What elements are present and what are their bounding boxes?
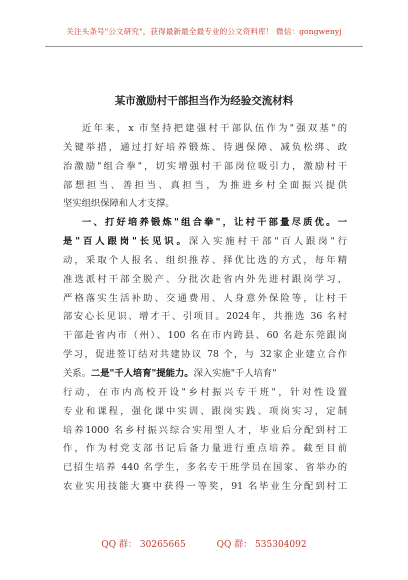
body-line: 坚实组织保障和人才支撑。 (63, 198, 175, 210)
body-text-run: 关系。 (63, 367, 91, 379)
subheading: 二是"千人培育"提能力。 (90, 367, 194, 379)
footer-qq-group-2: QQ 群： 535304092 (216, 540, 307, 550)
subheading: 是"百人跟岗"长见识。 (63, 236, 189, 248)
header-banner: 关注头条号"公文研究"，获得最新最全最专业的公文资料库！ 微信：gongwenyj (66, 27, 342, 36)
header-divider (45, 46, 363, 47)
body-text-run: 深入实施"千人培育" (193, 367, 277, 379)
body-line: 专业和课程，强化课中实训、跟岗实践、项岗实习，定制 (63, 405, 347, 417)
body-line: 行动，在市内高校开设"乡村振兴专干班"，针对性设置 (63, 386, 347, 398)
body-line: 近年来，x 市坚持把建强村干部队伍作为"强双基"的 (82, 123, 347, 134)
body-line (63, 233, 347, 252)
body-line: 治激励"组合拳"，切实增强村干部岗位吸引力，激励村干 (63, 160, 347, 172)
body-text-run: 深入实施村干部"百人跟岗"行 (188, 236, 347, 248)
body-line: 严格落实生活补助、交通费用、人身意外保险等，让村干 (63, 292, 347, 304)
body-line: 已招生培养 440 名学生，多名专干班学员在国家、省举办的 (63, 462, 347, 474)
document-title: 某市激励村干部担当作为经验交流材料 (114, 95, 294, 107)
body-line: 干部赴省内市（州）、100 名在市内跨县、60 名赴东莞跟岗 (63, 330, 347, 342)
body-line: 培养1000 名乡村振兴综合实用型人才，毕业后分配到村工 (63, 424, 347, 436)
body-line: 学习，促进签订结对共建协议 78 个，与 32家企业建立合作 (63, 349, 347, 361)
body-line: 关键举措，通过打好培养锻炼、待遇保障、减负松绑、政 (63, 141, 347, 153)
section-heading: 一、打好培养锻炼"组合拳"，让村干部量尽质优。一 (82, 217, 347, 229)
footer (0, 537, 408, 550)
body-line: 作，作为村党支部书记后备力量进行重点培养。截至目前 (63, 443, 347, 455)
footer-qq-group-1: QQ 群： 30265665 (101, 540, 186, 550)
body-line: 动，采取个人报名、组织推荐、择优比选的方式，每年精 (63, 254, 347, 266)
body-line (63, 365, 347, 384)
body-line: 部安心长见识、增才干、引项目。2024年，共推选 36 名村 (63, 311, 347, 323)
body-line: 部想担当、善担当、真担当，为推进乡村全面振兴提供 (63, 179, 347, 191)
document-body (63, 120, 347, 497)
body-line: 准选派村干部全脱产、分批次赴省内外先进村跟岗学习， (63, 273, 347, 285)
body-line: 农业实用技能大赛中获得一等奖，91 名毕业生分配到村工 (63, 481, 347, 493)
